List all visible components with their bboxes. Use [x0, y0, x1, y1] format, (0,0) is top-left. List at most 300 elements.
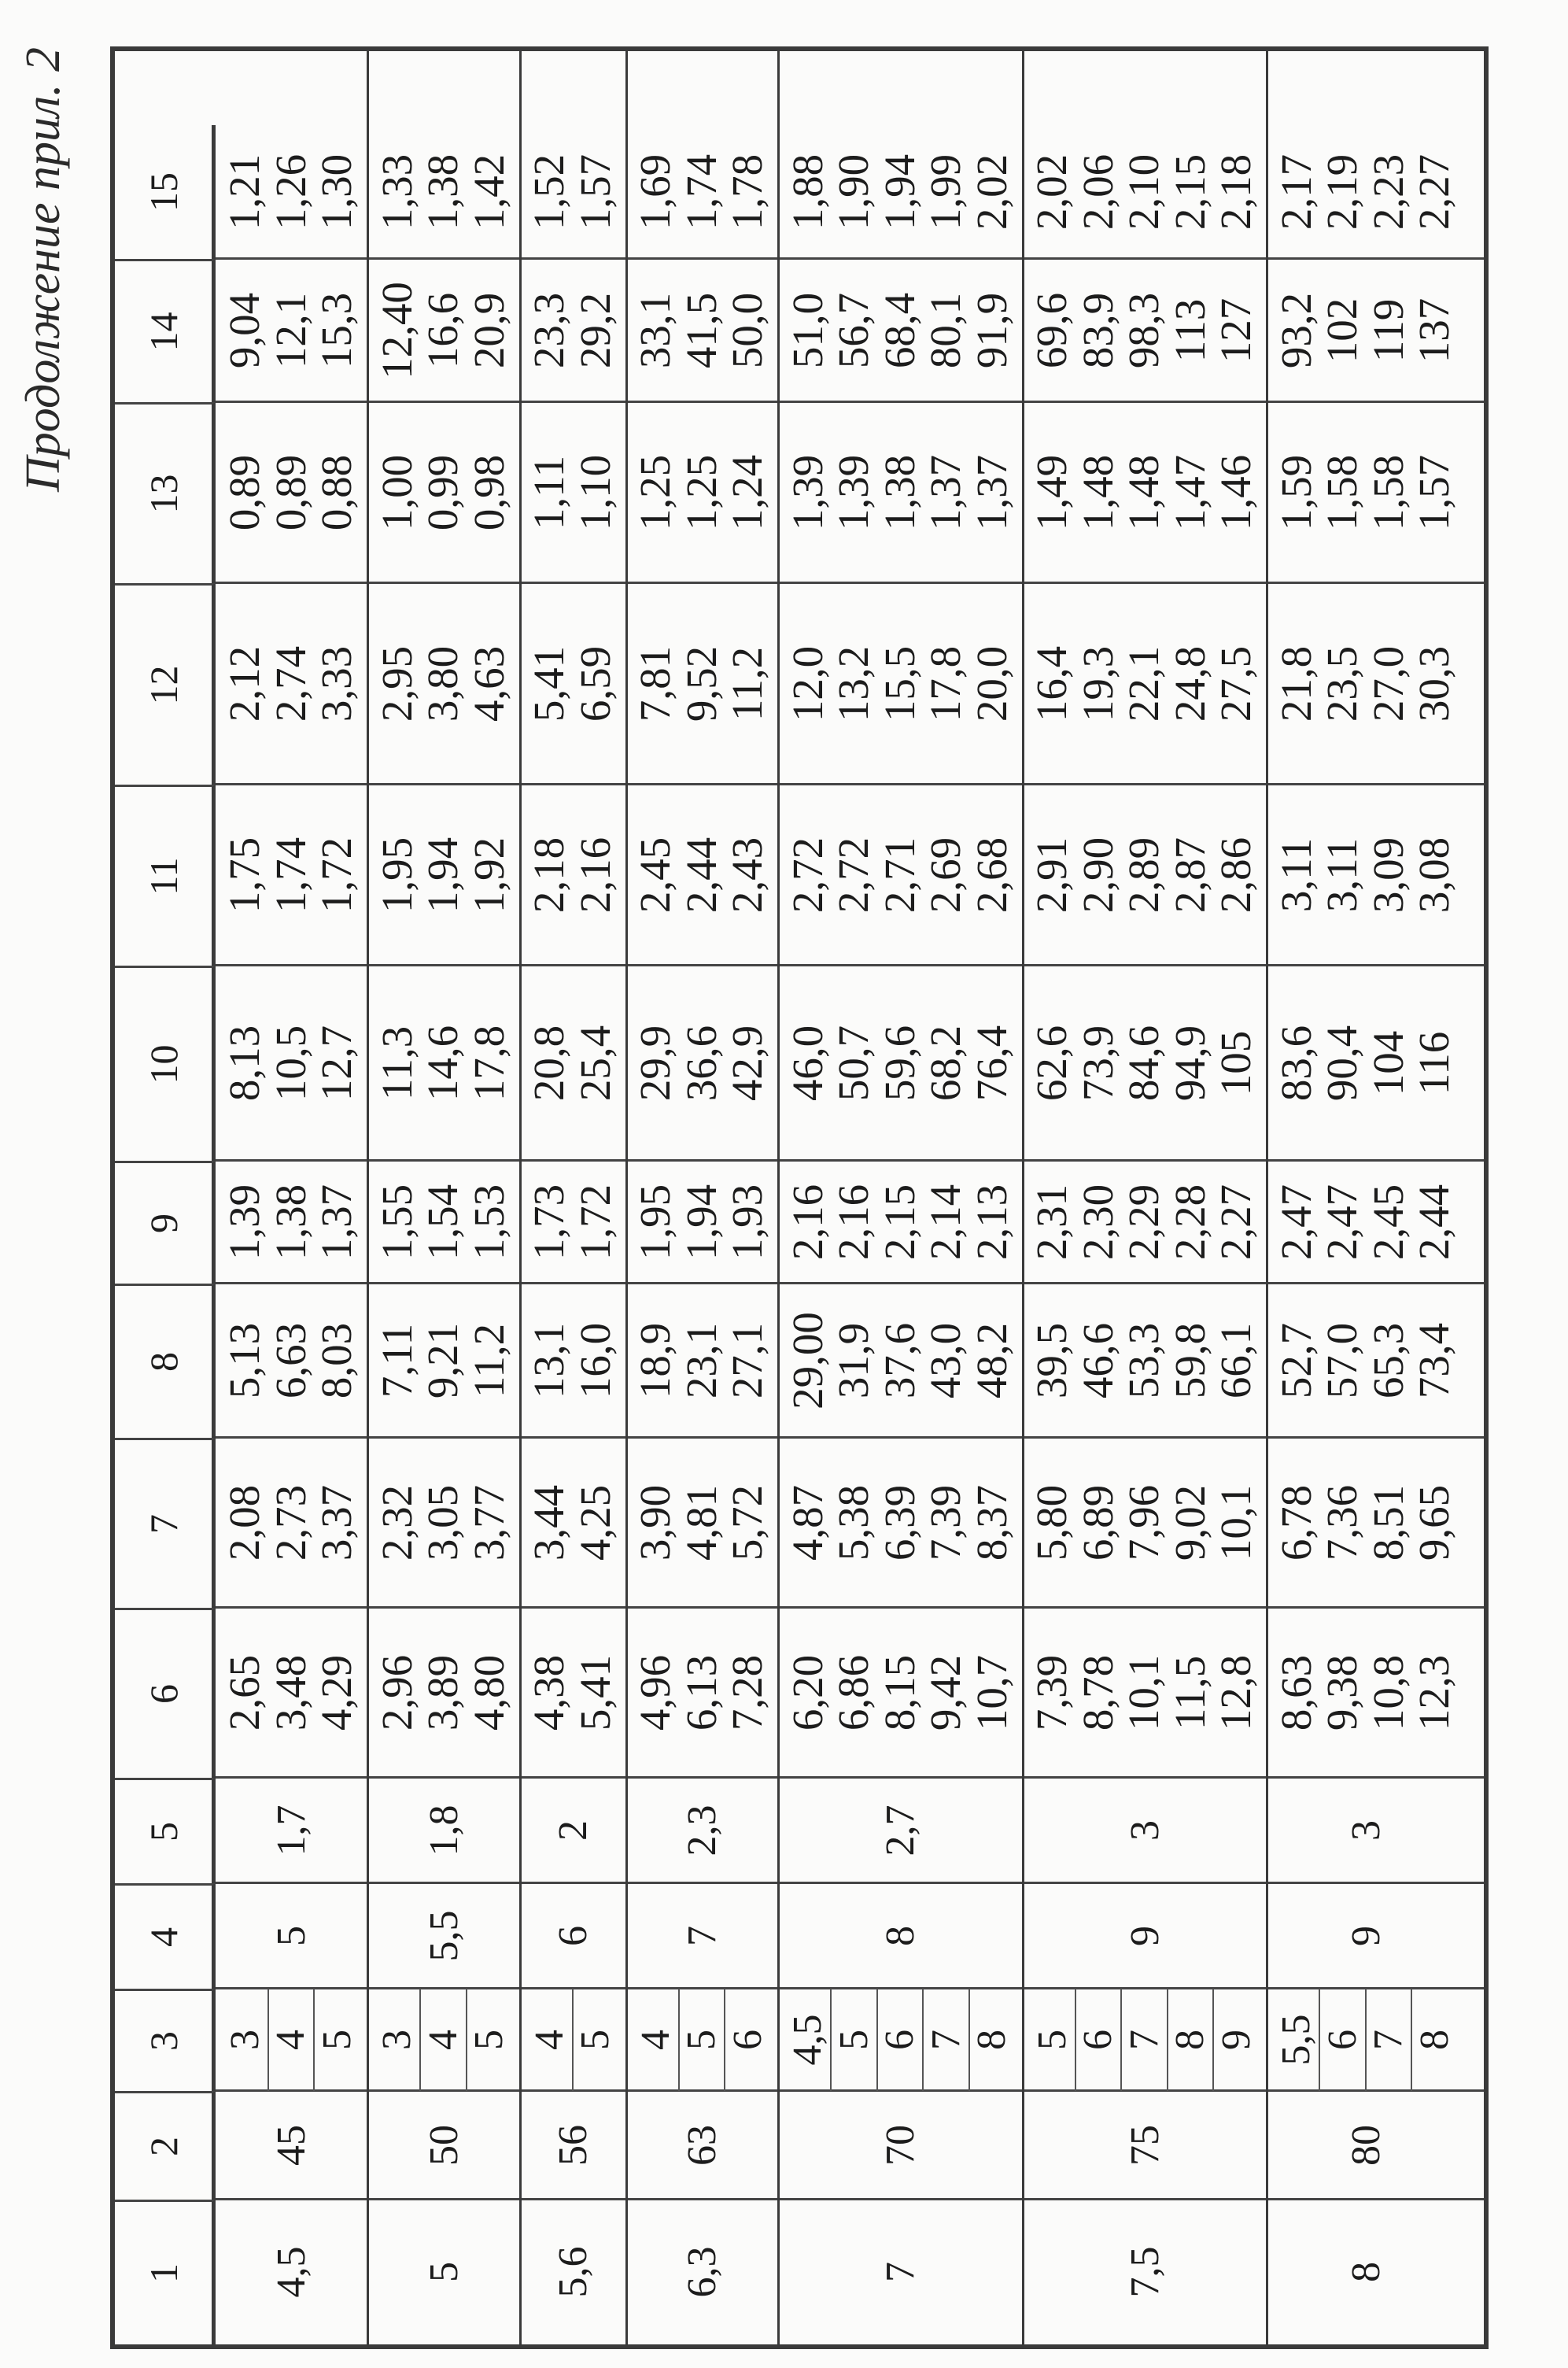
table-cell: 7,28	[723, 1654, 771, 1731]
table-cell: 8,51	[1363, 1484, 1412, 1561]
table-cell: 2,68	[967, 837, 1016, 914]
table-cell: 15,5	[875, 645, 924, 722]
table-cell: 2,44	[1410, 1184, 1458, 1261]
value-stack-col12	[626, 583, 779, 785]
table-cell: 2,02	[1028, 153, 1075, 231]
table-cell: 2,02	[967, 153, 1016, 231]
table-cell: 9,02	[1165, 1484, 1214, 1561]
table-cell: 1,95	[372, 837, 421, 914]
table-cell: 2,31	[1028, 1184, 1075, 1261]
merged-cell-col1: 8	[1344, 2262, 1389, 2282]
value-stack-col12	[216, 583, 368, 785]
table-cell: 1,37	[312, 1184, 360, 1261]
value-stack-col7	[626, 1438, 779, 1608]
table-cell: 1,93	[723, 1184, 771, 1261]
value-stack-col9	[520, 1161, 626, 1284]
value-stack-col9	[779, 1161, 1024, 1284]
merged-cell-col1: 6,3	[680, 2246, 725, 2298]
table-cell: 13,2	[829, 645, 877, 722]
merged-cell-col5: 2,7	[878, 1805, 924, 1856]
table-cell: 6,20	[783, 1654, 832, 1731]
sub-row-value: 7	[1121, 2030, 1167, 2050]
table-cell: 17,8	[464, 1025, 513, 1102]
table-cell: 8,03	[312, 1322, 360, 1399]
table-cell: 30,3	[1410, 645, 1458, 722]
table-cell: 29,00	[783, 1312, 832, 1409]
value-stack-col11	[368, 785, 521, 966]
table-cell: 14,6	[419, 1025, 467, 1102]
table-cell: 2,23	[1363, 153, 1412, 231]
table-cell: 52,7	[1271, 1322, 1320, 1399]
table-cell: 8,63	[1271, 1654, 1320, 1731]
table-cell: 6,39	[875, 1484, 924, 1561]
table-cell: 1,94	[677, 1184, 725, 1261]
value-stack-col13	[626, 402, 779, 583]
table-cell: 2,73	[266, 1484, 315, 1561]
value-stack-col7	[1023, 1438, 1267, 1608]
value-stack-col15	[1267, 125, 1466, 259]
table-cell: 2,47	[1318, 1184, 1366, 1261]
merged-cell-col2: 63	[680, 2125, 725, 2166]
table-cell: 24,8	[1165, 645, 1214, 722]
merged-cell-col2: 75	[1122, 2125, 1168, 2166]
table-cell: 2,43	[723, 837, 771, 914]
table-cell: 1,46	[1212, 454, 1260, 531]
table-cell: 18,9	[631, 1322, 679, 1399]
sub-row-value: 8	[1411, 2030, 1457, 2050]
value-stack-col11	[520, 785, 626, 966]
sub-row-value: 5	[467, 2030, 512, 2050]
column-header: 9	[115, 1161, 216, 1284]
table-cell: 22,1	[1120, 645, 1168, 722]
table-cell: 1,37	[967, 454, 1016, 531]
value-stack-col6	[216, 1608, 368, 1778]
value-stack-col15	[520, 125, 626, 259]
table-cell: 46,6	[1073, 1322, 1122, 1399]
table-cell: 65,3	[1363, 1322, 1412, 1399]
value-stack-col7	[368, 1438, 521, 1608]
table-cell: 3,44	[525, 1484, 573, 1561]
table-cell: 2,27	[1410, 153, 1458, 231]
merged-cell-col1: 5	[421, 2262, 467, 2282]
value-stack-col12	[368, 583, 521, 785]
table-cell: 11,2	[464, 1323, 513, 1398]
table-cell: 2,89	[1120, 837, 1168, 914]
table-cell: 68,4	[875, 292, 924, 369]
table-cell: 1,11	[525, 455, 573, 530]
table-cell: 39,5	[1028, 1322, 1075, 1399]
sub-row-value: 8	[1168, 2030, 1213, 2050]
merged-cell-col2: 80	[1344, 2125, 1389, 2166]
table-cell: 27,5	[1212, 645, 1260, 722]
table-cell: 6,63	[266, 1322, 315, 1399]
table-cell: 105	[1212, 1030, 1260, 1096]
table-cell: 1,33	[372, 153, 421, 231]
table-cell: 68,2	[921, 1025, 969, 1102]
table-cell: 56,7	[829, 292, 877, 369]
table-cell: 0,99	[419, 454, 467, 531]
sub-row-value: 7	[1366, 2030, 1411, 2050]
table-cell: 1,99	[921, 153, 969, 231]
table-cell: 0,88	[312, 454, 360, 531]
table-cell: 37,6	[875, 1322, 924, 1399]
table-cell: 15,3	[312, 292, 360, 369]
table-cell: 2,10	[1120, 153, 1168, 231]
table-cell: 43,0	[921, 1322, 969, 1399]
table-cell: 2,14	[921, 1184, 969, 1261]
value-stack-col9	[626, 1161, 779, 1284]
table-cell: 76,4	[967, 1025, 1016, 1102]
table-cell: 12,0	[783, 645, 832, 722]
table-cell: 80,1	[921, 292, 969, 369]
table-cell: 7,36	[1318, 1484, 1366, 1561]
table-cell: 2,87	[1165, 837, 1214, 914]
table-cell: 3,11	[1318, 837, 1366, 913]
table-cell: 10,7	[967, 1654, 1016, 1731]
merged-cell-col1: 5,6	[551, 2246, 596, 2298]
table-cell: 3,05	[419, 1484, 467, 1561]
table-cell: 113	[1165, 298, 1214, 363]
table-cell: 1,94	[875, 153, 924, 231]
table-cell: 17,8	[921, 645, 969, 722]
table-cell: 2,27	[1212, 1184, 1260, 1261]
table-cell: 1,39	[829, 454, 877, 531]
table-cell: 1,72	[312, 837, 360, 914]
table-cell: 20,0	[967, 645, 1016, 722]
table-cell: 2,06	[1073, 153, 1122, 231]
value-stack-col12	[520, 583, 626, 785]
value-stack-col10	[626, 966, 779, 1161]
table-cell: 1,24	[723, 454, 771, 531]
value-stack-col6	[1267, 1608, 1466, 1778]
merged-cell-col1: 4,5	[269, 2246, 315, 2298]
table-cell: 1,90	[829, 153, 877, 231]
merged-cell-col2: 70	[878, 2125, 924, 2166]
table-cell: 2,90	[1073, 837, 1122, 914]
table-cell: 3,77	[464, 1484, 513, 1561]
table-cell: 1,95	[631, 1184, 679, 1261]
table-cell: 8,13	[220, 1025, 268, 1102]
table-cell: 1,37	[921, 454, 969, 531]
merged-cell-col5: 1,7	[269, 1805, 315, 1856]
value-stack-col13	[1267, 402, 1466, 583]
table-cell: 2,15	[1165, 153, 1214, 231]
sub-row-value: 4	[420, 2030, 466, 2050]
table-cell: 1,74	[266, 837, 315, 914]
table-cell: 104	[1363, 1030, 1412, 1096]
column-header: 15	[115, 125, 216, 259]
table-cell: 73,4	[1410, 1322, 1458, 1399]
value-stack-col8	[216, 1284, 368, 1438]
value-stack-col10	[1267, 966, 1466, 1161]
table-cell: 102	[1318, 297, 1366, 364]
table-cell: 1,73	[525, 1184, 573, 1261]
value-stack-col10	[779, 966, 1024, 1161]
table-cell: 6,13	[677, 1654, 725, 1731]
merged-cell-col5: 2,3	[680, 1805, 725, 1856]
table-cell: 4,87	[783, 1484, 832, 1561]
table-cell: 27,0	[1363, 645, 1412, 722]
table-cell: 3,80	[419, 645, 467, 722]
table-cell: 48,2	[967, 1322, 1016, 1399]
table-cell: 2,45	[1363, 1184, 1412, 1261]
table-cell: 127	[1212, 297, 1260, 364]
sub-row-value: 8	[969, 2030, 1015, 2050]
merged-cell-col5: 3	[1122, 1820, 1168, 1841]
value-stack-col7	[1267, 1438, 1466, 1608]
table-cell: 1,39	[220, 1184, 268, 1261]
sub-row-value: 6	[1319, 2030, 1365, 2050]
table-cell: 3,37	[312, 1484, 360, 1561]
table-cell: 2,44	[677, 837, 725, 914]
table-cell: 116	[1410, 1031, 1458, 1095]
table-cell: 1,92	[464, 837, 513, 914]
table-cell: 66,1	[1212, 1322, 1260, 1399]
table-cell: 2,13	[967, 1184, 1016, 1261]
table-cell: 1,75	[220, 837, 268, 914]
merged-cell-col5: 3	[1344, 1820, 1389, 1841]
table-cell: 1,58	[1318, 454, 1366, 531]
table-cell: 2,32	[372, 1484, 421, 1561]
table-cell: 10,5	[266, 1025, 315, 1102]
table-cell: 11,2	[723, 646, 771, 722]
column-header: 4	[115, 1883, 216, 1989]
table-cell: 6,89	[1073, 1484, 1122, 1561]
table-cell: 29,2	[570, 292, 619, 369]
merged-cell-col4: 9	[1344, 1926, 1389, 1946]
value-stack-col15	[368, 125, 521, 259]
table-cell: 4,29	[312, 1654, 360, 1731]
sub-row-value: 5	[1029, 2030, 1075, 2050]
table-cell: 7,11	[372, 1323, 421, 1398]
value-stack-col8	[779, 1284, 1024, 1438]
merged-cell-col4: 8	[878, 1926, 924, 1946]
table-cell: 1,10	[570, 454, 619, 531]
table-cell: 46,0	[783, 1025, 832, 1102]
column-header: 5	[115, 1778, 216, 1883]
table-cell: 2,72	[783, 837, 832, 914]
table-cell: 2,71	[875, 837, 924, 914]
value-stack-col14	[1023, 259, 1267, 402]
table-cell: 2,91	[1028, 837, 1075, 914]
table-cell: 36,6	[677, 1025, 725, 1102]
table-cell: 84,6	[1120, 1025, 1168, 1102]
sub-row-value: 5	[679, 2030, 725, 2050]
sub-row-value: 4	[526, 2030, 572, 2050]
table-cell: 2,47	[1271, 1184, 1320, 1261]
sub-row-value: 9	[1213, 2030, 1259, 2050]
table-cell: 16,0	[570, 1322, 619, 1399]
table-cell: 51,0	[783, 292, 832, 369]
table-cell: 23,3	[525, 292, 573, 369]
table-cell: 2,86	[1212, 837, 1260, 914]
sub-row-value: 5	[831, 2030, 876, 2050]
table-cell: 1,88	[783, 153, 832, 231]
table-cell: 2,18	[1212, 153, 1260, 231]
table-cell: 12,3	[1410, 1654, 1458, 1731]
table-cell: 3,08	[1410, 837, 1458, 914]
value-stack-col6	[520, 1608, 626, 1778]
merged-cell-col5: 1,8	[421, 1805, 467, 1856]
merged-cell-col4: 9	[1122, 1926, 1168, 1946]
table-cell: 2,30	[1073, 1184, 1122, 1261]
merged-cell-col2: 56	[551, 2125, 596, 2166]
value-stack-col13	[520, 402, 626, 583]
table-cell: 4,81	[677, 1484, 725, 1561]
table-cell: 8,78	[1073, 1654, 1122, 1731]
data-table	[110, 46, 1489, 2349]
value-stack-col11	[1267, 785, 1466, 966]
table-cell: 1,49	[1028, 454, 1075, 531]
merged-cell-col2: 45	[269, 2125, 315, 2166]
table-cell: 83,6	[1271, 1025, 1320, 1102]
table-cell: 2,95	[372, 645, 421, 722]
column-header: 12	[115, 583, 216, 785]
table-cell: 3,89	[419, 1654, 467, 1731]
table-cell: 5,41	[570, 1654, 619, 1731]
table-cell: 6,78	[1271, 1484, 1320, 1561]
table-cell: 3,33	[312, 645, 360, 722]
value-stack-col6	[626, 1608, 779, 1778]
value-stack-col14	[1267, 259, 1466, 402]
table-cell: 119	[1363, 298, 1412, 363]
table-cell: 20,9	[464, 292, 513, 369]
value-stack-col8	[626, 1284, 779, 1438]
table-cell: 9,38	[1318, 1654, 1366, 1731]
table-cell: 2,69	[921, 837, 969, 914]
column-header: 13	[115, 402, 216, 583]
table-cell: 93,2	[1271, 292, 1320, 369]
table-cell: 69,6	[1028, 292, 1075, 369]
column-header: 7	[115, 1438, 216, 1608]
value-stack-col13	[1023, 402, 1267, 583]
table-cell: 1,38	[266, 1184, 315, 1261]
table-cell: 2,65	[220, 1654, 268, 1731]
value-stack-col11	[779, 785, 1024, 966]
table-cell: 2,18	[525, 837, 573, 914]
table-cell: 33,1	[631, 292, 679, 369]
table-cell: 4,80	[464, 1654, 513, 1731]
table-cell: 1,25	[677, 454, 725, 531]
sub-row-value: 4,5	[785, 2014, 831, 2066]
table-cell: 1,48	[1120, 454, 1168, 531]
table-cell: 21,8	[1271, 645, 1320, 722]
table-cell: 57,0	[1318, 1322, 1366, 1399]
table-cell: 9,21	[419, 1322, 467, 1399]
table-cell: 7,96	[1120, 1484, 1168, 1561]
value-stack-col7	[216, 1438, 368, 1608]
table-cell: 9,04	[220, 292, 268, 369]
table-cell: 1,26	[266, 153, 315, 231]
table-cell: 7,81	[631, 645, 679, 722]
table-cell: 137	[1410, 297, 1458, 364]
table-cell: 12,40	[372, 282, 421, 379]
table-cell: 7,39	[1028, 1654, 1075, 1731]
table-cell: 2,15	[875, 1184, 924, 1261]
table-cell: 25,4	[570, 1025, 619, 1102]
table-cell: 8,37	[967, 1484, 1016, 1561]
value-stack-col7	[779, 1438, 1024, 1608]
table-cell: 91,9	[967, 292, 1016, 369]
value-stack-col12	[1267, 583, 1466, 785]
table-cell: 10,1	[1212, 1484, 1260, 1561]
table-cell: 3,90	[631, 1484, 679, 1561]
column-header: 2	[115, 2091, 216, 2200]
table-cell: 12,7	[312, 1025, 360, 1102]
column-header: 3	[115, 1989, 216, 2091]
table-cell: 83,9	[1073, 292, 1122, 369]
table-cell: 2,45	[631, 837, 679, 914]
table-cell: 4,96	[631, 1654, 679, 1731]
value-stack-col14	[626, 259, 779, 402]
table-cell: 3,48	[266, 1654, 315, 1731]
sub-row-value: 3	[222, 2030, 267, 2050]
merged-cell-col5: 2	[551, 1820, 596, 1841]
table-cell: 2,72	[829, 837, 877, 914]
table-cell: 94,9	[1165, 1025, 1214, 1102]
table-cell: 31,9	[829, 1322, 877, 1399]
value-stack-col9	[1267, 1161, 1466, 1284]
table-cell: 8,15	[875, 1654, 924, 1731]
sub-row-value: 4	[268, 2030, 314, 2050]
table-cell: 27,1	[723, 1322, 771, 1399]
value-stack-col15	[216, 125, 368, 259]
table-cell: 2,17	[1271, 153, 1320, 231]
table-cell: 4,63	[464, 645, 513, 722]
value-stack-col15	[626, 125, 779, 259]
table-cell: 1,74	[677, 153, 725, 231]
table-cell: 23,1	[677, 1322, 725, 1399]
table-cell: 5,13	[220, 1322, 268, 1399]
table-cell: 42,9	[723, 1025, 771, 1102]
table-cell: 1,00	[372, 454, 421, 531]
sub-row-value: 4	[633, 2030, 678, 2050]
table-cell: 19,3	[1073, 645, 1122, 722]
table-cell: 90,4	[1318, 1025, 1366, 1102]
table-cell: 1,52	[525, 153, 573, 231]
table-cell: 5,41	[525, 645, 573, 722]
table-cell: 0,98	[464, 454, 513, 531]
table-cell: 1,69	[631, 153, 679, 231]
column-header: 1	[115, 2200, 216, 2344]
value-stack-col6	[779, 1608, 1024, 1778]
value-stack-col9	[1023, 1161, 1267, 1284]
table-cell: 5,38	[829, 1484, 877, 1561]
table-cell: 53,3	[1120, 1322, 1168, 1399]
table-cell: 1,39	[783, 454, 832, 531]
value-stack-col12	[779, 583, 1024, 785]
value-stack-col13	[368, 402, 521, 583]
column-header: 10	[115, 966, 216, 1161]
table-cell: 1,48	[1073, 454, 1122, 531]
table-cell: 2,74	[266, 645, 315, 722]
value-stack-col13	[216, 402, 368, 583]
value-stack-col15	[1023, 125, 1267, 259]
table-cell: 29,9	[631, 1025, 679, 1102]
table-cell: 0,89	[220, 454, 268, 531]
merged-cell-col4: 5	[269, 1926, 315, 1946]
column-header: 11	[115, 785, 216, 966]
table-cell: 1,94	[419, 837, 467, 914]
value-stack-col9	[368, 1161, 521, 1284]
value-stack-col11	[216, 785, 368, 966]
table-cell: 1,72	[570, 1184, 619, 1261]
value-stack-col10	[216, 966, 368, 1161]
sub-row-value: 5,5	[1274, 2014, 1319, 2066]
value-stack-col11	[1023, 785, 1267, 966]
table-cell: 1,42	[464, 153, 513, 231]
table-cell: 2,29	[1120, 1184, 1168, 1261]
